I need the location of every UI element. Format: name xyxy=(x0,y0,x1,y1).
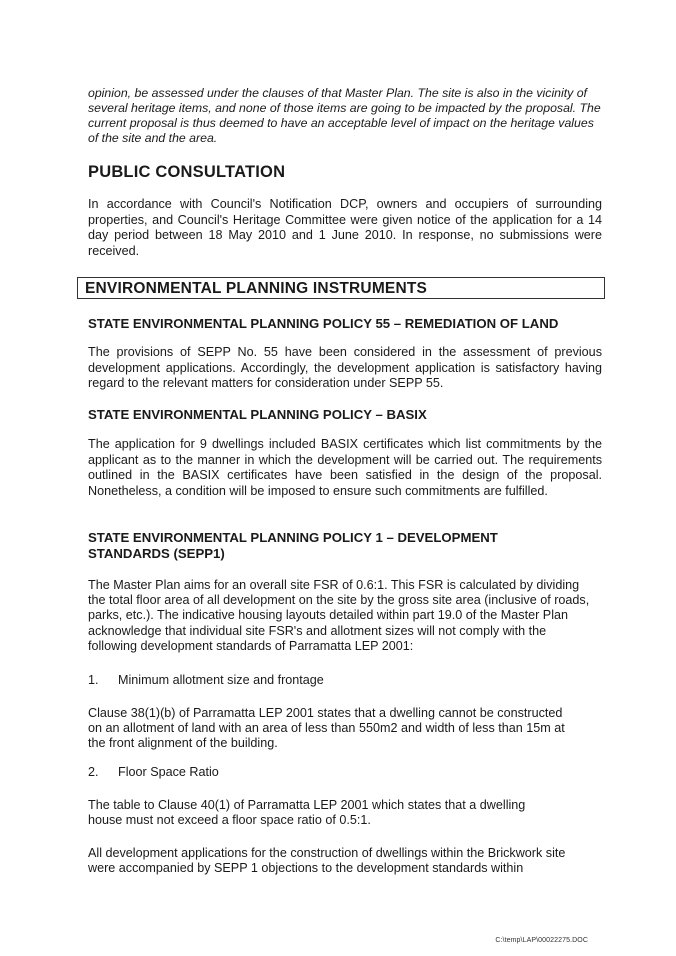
allotment-paragraph: Clause 38(1)(b) of Parramatta LEP 2001 states that a dwelling cannot be constructed on an allotment of land with an area of less than 550m2 and width of less than 15m at the front alignment of the building. xyxy=(88,706,565,751)
basix-paragraph: The application for 9 dwellings included BASIX certificates which list commitments by the applicant as to the manner in which the development will be carried out. The requirements outlined in the BASIX certificates have been satisfied in the design of the proposal. Nonetheless, a condition will be imposed to ensure such commitments are fulfilled. xyxy=(88,437,602,498)
public-consultation-paragraph: In accordance with Council's Notification DCP, owners and occupiers of surrounding properties, and Council's Heritage Committee were given notice of the application for a 14 day period between 18 May 2010 and 1 June 2010. In response, no submissions were received. xyxy=(88,197,602,258)
list-item-number: 2. xyxy=(88,765,99,779)
intro-paragraph: opinion, be assessed under the clauses of that Master Plan. The site is also in the vicinity of several heritage items, and none of those items are going to be impacted by the proposal. The current proposal is thus deemed to have an acceptable level of impact on the heritage values of the site and the area. xyxy=(88,86,601,145)
list-item-number: 1. xyxy=(88,673,99,687)
public-consultation-heading: PUBLIC CONSULTATION xyxy=(88,163,286,181)
list-item-text: Minimum allotment size and frontage xyxy=(118,673,324,687)
sepp1-paragraph: The Master Plan aims for an overall site FSR of 0.6:1. This FSR is calculated by dividing the total floor area of all development on the site by the gross site area (inclusive of roads, parks, etc.). The indicative housing layouts detailed within part 19.0 of the Master Plan acknowledge that individual site FSR's and allotment sizes will not comply with the following development standards of Parramatta LEP 2001: xyxy=(88,578,590,653)
list-item-text: Floor Space Ratio xyxy=(118,765,219,779)
fsr-paragraph: The table to Clause 40(1) of Parramatta LEP 2001 which states that a dwelling house must not exceed a floor space ratio of 0.5:1. xyxy=(88,798,526,828)
sepp1-heading: STATE ENVIRONMENTAL PLANNING POLICY 1 – DEVELOPMENT STANDARDS (SEPP1) xyxy=(88,530,498,561)
epi-section-box xyxy=(77,277,605,299)
basix-heading: STATE ENVIRONMENTAL PLANNING POLICY – BASIX xyxy=(88,407,427,422)
closing-paragraph: All development applications for the construction of dwellings within the Brickwork site were accompanied by SEPP 1 objections to the development standards within xyxy=(88,846,566,876)
sepp55-paragraph: The provisions of SEPP No. 55 have been considered in the assessment of previous development applications. Accordingly, the development application is satisfactory having regard to the relevant matters for consideration under SEPP 55. xyxy=(88,345,602,390)
file-path-footer: C:\temp\LAP\00022275.DOC xyxy=(495,937,588,944)
sepp55-heading: STATE ENVIRONMENTAL PLANNING POLICY 55 – REMEDIATION OF LAND xyxy=(88,316,559,331)
epi-heading: ENVIRONMENTAL PLANNING INSTRUMENTS xyxy=(85,280,428,297)
